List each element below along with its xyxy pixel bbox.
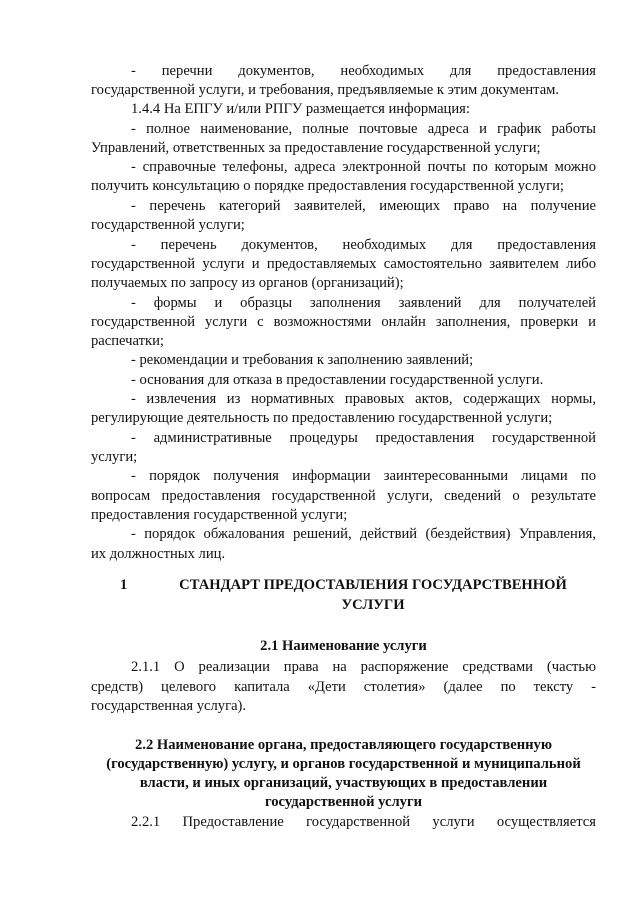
text-line: 2.2.1 Предоставление государственной услуги осуществляется [131, 814, 596, 830]
text-line: - извлечения из нормативных правовых актов, содержащих нормы, [131, 391, 596, 407]
section-title: УСЛУГИ [341, 597, 405, 613]
text-line: - полное наименование, полные почтовые адреса и график работы [131, 121, 596, 137]
section-title: СТАНДАРТ ПРЕДОСТАВЛЕНИЯ ГОСУДАРСТВЕННОЙ [179, 577, 567, 593]
text-line: - перечень документов, необходимых для предоставления [131, 237, 596, 253]
text-line: получаемых по запросу из органов (организаций); [91, 275, 404, 291]
text-line: услуги; [91, 449, 138, 465]
text-line: - рекомендации и требования к заполнению заявлений; [131, 352, 474, 368]
text-line: 2.1.1 О реализации права на распоряжение средствами (частью [131, 659, 596, 675]
subsection-heading: 2.2 Наименование органа, предоставляющего государственную [135, 737, 552, 753]
text-line: Управлений, ответственных за предоставление государственной услуги; [91, 140, 541, 156]
text-line: государственной услуги, и требования, предъявляемые к этим документам. [91, 82, 560, 98]
text-line: их должностных лиц. [91, 546, 226, 562]
text-line: государственной услуги с возможностями онлайн заполнения, проверки и [91, 314, 596, 330]
text-line: - административные процедуры предоставления государственной [131, 430, 596, 446]
text-line: - формы и образцы заполнения заявлений для получателей [131, 295, 596, 311]
subsection-heading: 2.1 Наименование услуги [260, 638, 427, 654]
subsection-heading: (государственную) услугу, и органов государственной и муниципальной [106, 756, 581, 772]
text-line: предоставления государственной услуги; [91, 507, 348, 523]
text-line: получить консультацию о порядке предоставления государственной услуги; [91, 178, 564, 194]
text-line: 1.4.4 На ЕПГУ и/или РПГУ размещается информация: [131, 101, 470, 117]
subsection-heading: государственной услуги [264, 794, 423, 810]
text-line: - перечень категорий заявителей, имеющих право на получение [131, 198, 596, 214]
text-line: регулирующие деятельность по предоставлению государственной услуги; [91, 410, 553, 426]
text-line: - справочные телефоны, адреса электронной почты по которым можно [131, 159, 596, 175]
text-line: - порядок получения информации заинтересованными лицами по [131, 468, 596, 484]
text-line: государственная услуга). [91, 698, 247, 714]
text-line: вопросам предоставления государственной услуги, сведений о результате [91, 488, 596, 504]
text-line: государственной услуги; [91, 217, 245, 233]
text-line: распечатки; [91, 333, 164, 349]
subsection-heading: власти, и иных организаций, участвующих в предоставлении [139, 775, 548, 791]
text-line: - перечни документов, необходимых для предоставления [131, 63, 596, 79]
text-line: - порядок обжалования решений, действий (бездействия) Управления, [131, 526, 596, 542]
text-line: - основания для отказа в предоставлении государственной услуги. [131, 372, 544, 388]
text-line: средств) целевого капитала «Дети столетия» (далее по тексту - [91, 679, 596, 695]
section-number: 1 [120, 577, 128, 593]
text-line: государственной услуги и предоставляемых самостоятельно заявителем либо [91, 256, 596, 272]
